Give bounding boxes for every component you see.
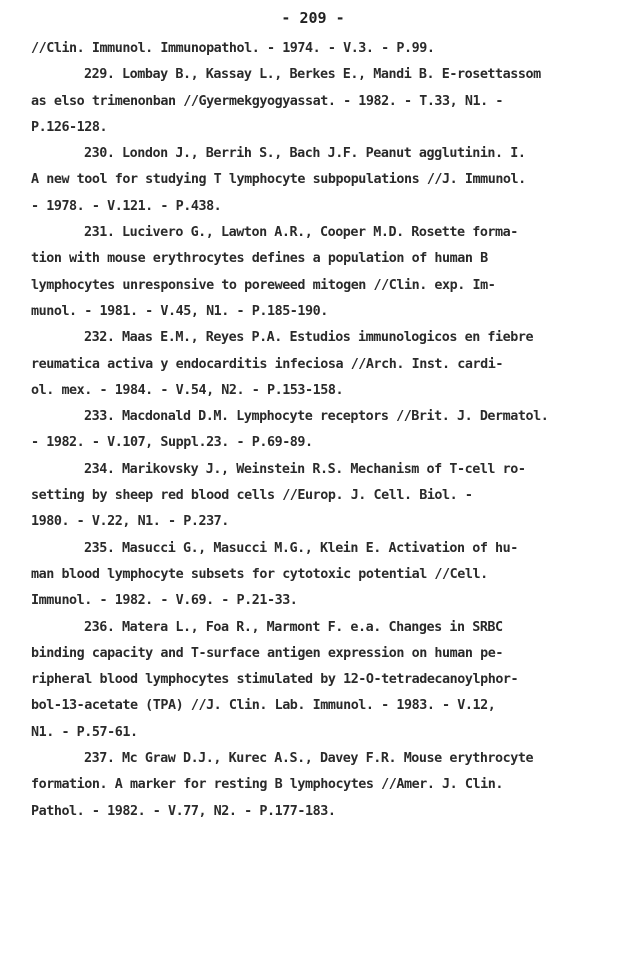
text-line: lymphocytes unresponsive to poreweed mitogen //Clin. exp. Im- [31,277,496,293]
reference-list [31,36,597,825]
text-line: bol-13-acetate (TPA) //J. Clin. Lab. Immunol. - 1983. - V.12, [31,698,496,714]
text-line: Pathol. - 1982. - V.77, N2. - P.177-183. [31,803,336,819]
text-line: man blood lymphocyte subsets for cytotoxic potential //Cell. [31,566,488,582]
text-line: 237. Mc Graw D.J., Kurec A.S., Davey F.R. Mouse erythrocyte [84,751,534,767]
text-line: reumatica activa y endocarditis infeciosa //Arch. Inst. cardi- [31,356,503,372]
text-line: P.126-128. [31,119,108,135]
text-line: binding capacity and T-surface antigen expression on human pe- [31,645,503,661]
text-line: 231. Lucivero G., Lawton A.R., Cooper M.D. Rosette forma- [84,225,518,241]
text-line: setting by sheep red blood cells //Europ. J. Cell. Biol. - [31,488,473,504]
text-line: //Clin. Immunol. Immunopathol. - 1974. - V.3. - P.99. [31,41,435,56]
text-line: A new tool for studying T lymphocyte subpopulations //J. Immunol. [31,172,526,188]
text-line: 235. Masucci G., Masucci M.G., Klein E. Activation of hu- [84,540,518,556]
text-line: N1. - P.57-61. [31,724,138,740]
text-line: munol. - 1981. - V.45, N1. - P.185-190. [31,303,328,319]
text-line: tion with mouse erythrocytes defines a population of human B [31,251,488,267]
text-line: 230. London J., Berrih S., Bach J.F. Peanut agglutinin. I. [84,146,526,162]
text-line: as elso trimenonban //Gyermekgyogyassat. - 1982. - T.33, N1. - [31,93,503,109]
text-line: 234. Marikovsky J., Weinstein R.S. Mechanism of T-cell ro- [84,461,526,477]
text-line: 229. Lombay B., Kassay L., Berkes E., Mandi B. E-rosettassom [84,67,541,83]
page-number: - 209 - [281,9,345,27]
text-line: 232. Maas E.M., Reyes P.A. Estudios immunologicos en fiebre [84,330,534,346]
text-line: 1980. - V.22, N1. - P.237. [31,514,229,530]
text-line: - 1982. - V.107, Suppl.23. - P.69-89. [31,435,313,451]
text-line: - 1978. - V.121. - P.438. [31,198,222,214]
text-line: formation. A marker for resting B lymphocytes //Amer. J. Clin. [31,777,503,793]
text-line: ripheral blood lymphocytes stimulated by 12-O-tetradecanoylphor- [31,672,519,688]
text-line: 233. Macdonald D.M. Lymphocyte receptors //Brit. J. Dermatol. [84,409,549,425]
text-line: ol. mex. - 1984. - V.54, N2. - P.153-158. [31,382,344,398]
text-line: 236. Matera L., Foa R., Marmont F. e.a. Changes in SRBC [84,619,503,635]
text-line: Immunol. - 1982. - V.69. - P.21-33. [31,593,298,609]
